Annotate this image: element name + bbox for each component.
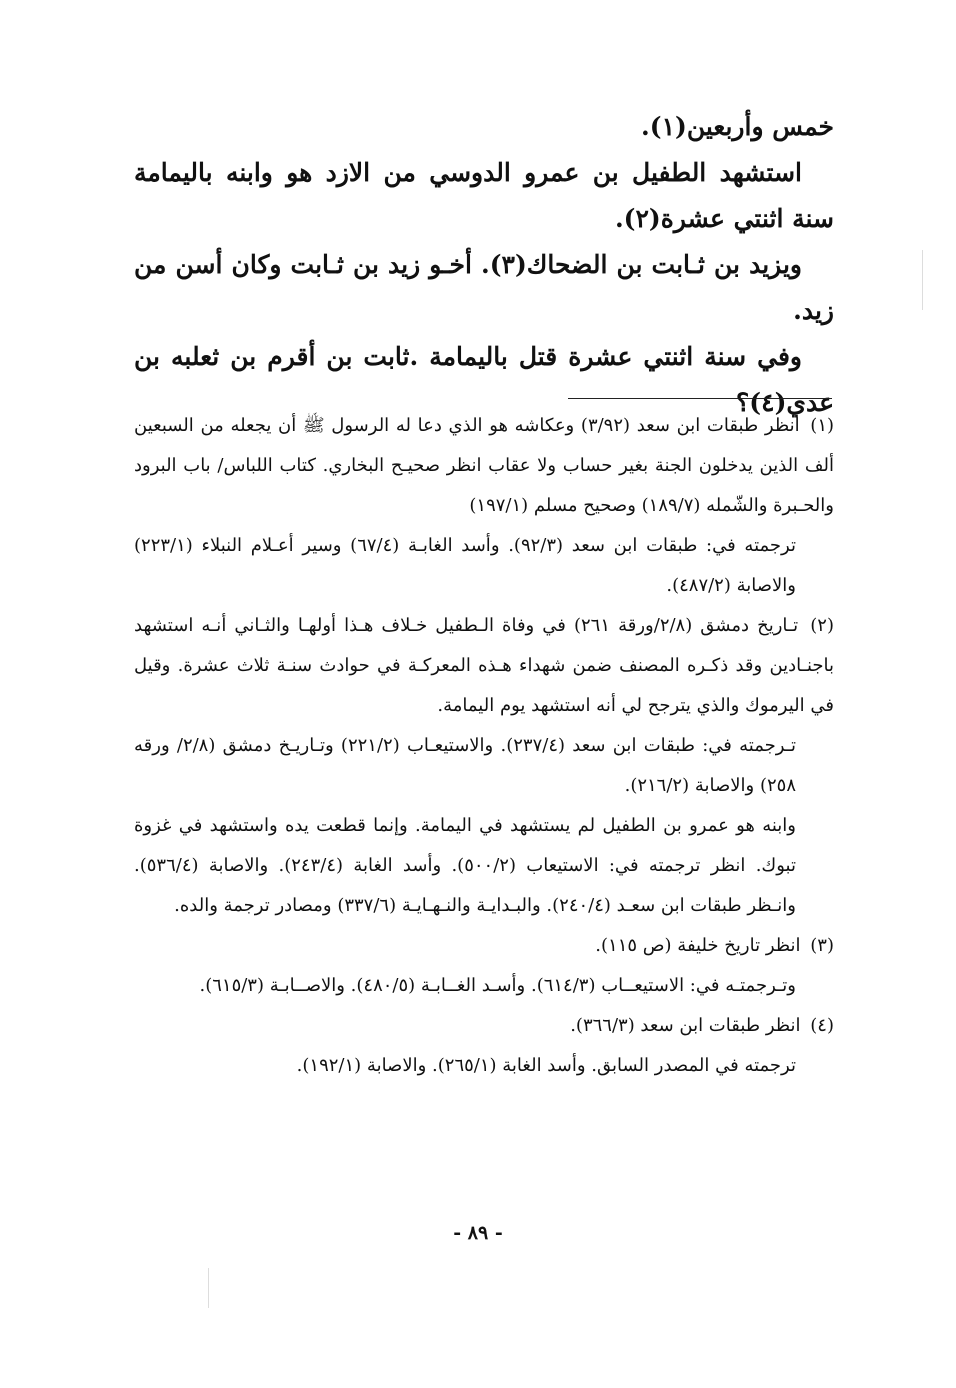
footnote-1-text-a: انظر طبقات ابن سعد (٣/٩٢) وعكاشه هو الذي دعا له الرسول ﷺ أن يجعله من السبعين ألف الذين يدخلون الجنة بغير حساب ولا عقاب انظر صحيـح البخاري. كتاب اللباس/ باب البرود والحـبرة والشّمله (١٨٩/٧) وصحيح مسلم (١٩٧/١) — [134, 415, 834, 516]
footnote-1-number: (١) — [810, 415, 835, 436]
footnote-3-number: (٣) — [810, 935, 834, 956]
footnote-4-text-b: ترجمته في المصدر السابق. وأسد الغابة (٢٦٥/١). والاصابة (١٩٢/١). — [296, 1055, 796, 1076]
footnote-1 — [134, 406, 834, 526]
main-paragraph-2: استشهد الطفيل بن عمرو الدوسي من الازد هو وابنه باليمامة سنة اثنتي عشرة(٢). — [134, 158, 834, 233]
scan-edge-mark — [208, 1268, 209, 1308]
footnote-2 — [134, 606, 834, 726]
scan-edge-mark — [922, 250, 923, 310]
footnote-2-text-c: وابنه هو عمرو بن الطفيل لم يستشهد في اليمامة. وإنما قطعت يده واستشهد في غزوة تبوك. انظر ترجمته في: الاستيعاب (٥٠٠/٢). وأسد الغابة (٢٤٣/٤). والاصابة (٥٣٦/٤). وانـظر طبقات ابن سعـد (٢٤٠/٤). والبـدايـة والنـهـايـة (٣٣٧/٦) ومصادر ترجمة والده. — [134, 815, 796, 916]
footnote-4-text-a: انظر طبقات ابن سعد (٣٦٦/٣). — [570, 1015, 801, 1036]
footnote-4-number: (٤) — [810, 1015, 834, 1036]
main-text — [134, 104, 834, 426]
footnote-3 — [134, 926, 834, 966]
footnote-3-text-b: وتـرجمتـه في: الاستيعــاب (٦١٤/٣). وأسـد الغــابـة (٤٨٠/٥). والاصــابـة (٦١٥/٣). — [199, 975, 796, 996]
footnotes — [134, 406, 834, 1086]
footnote-1-text-b: ترجمته في: طبقات ابن سعد (٩٢/٣). وأسد الغابـة (٦٧/٤) وسير أعـلام النبلاء (٢٢٣/١) والاصابة (٤٨٧/٢). — [134, 535, 796, 596]
main-paragraph-3: ويزيد بن ثـابت بن الضحاك(٣). أخـو زيد بن ثـابت وكان أسن من زيد. — [134, 250, 834, 325]
footnote-4 — [134, 1006, 834, 1046]
main-paragraph-1: خمس وأربعين(١). — [641, 112, 834, 141]
footnote-2-text-b: تـرجمته في: طبقات ابن سعد (٢٣٧/٤). والاستيعـاب (٢٢١/٢) وتـاريـخ دمشق (٢/٨/ ورقه ٢٥٨) والاصابة (٢١٦/٢). — [134, 735, 796, 796]
footnote-3-text-a: انظر تاريخ خليفة (ص ١١٥). — [595, 935, 801, 956]
footnote-2-text-a: تـاريخ دمشق (٢/٨/ورقة ٢٦١) في وفاة الـطفيل خـلاف هـذا أولهـا والثـاني أنـه استشهد باجنـادين وقد ذكـره المصنف ضمن شهداء هـذه المعركـة في حوادث سنـة ثلاث عشرة. وقيل في اليرموك والذي يترجح لي أنه استشهد يوم اليمامة. — [134, 615, 834, 716]
main-paragraph-4: وفي سنة اثنتي عشرة قتل باليمامة .ثابت بن أقرم بن ثعلبه بن عدي(٤)؟ — [134, 342, 834, 417]
footnote-divider — [568, 398, 832, 399]
page-number: - ٨٩ - — [453, 1222, 503, 1244]
footnote-2-number: (٢) — [810, 615, 834, 636]
